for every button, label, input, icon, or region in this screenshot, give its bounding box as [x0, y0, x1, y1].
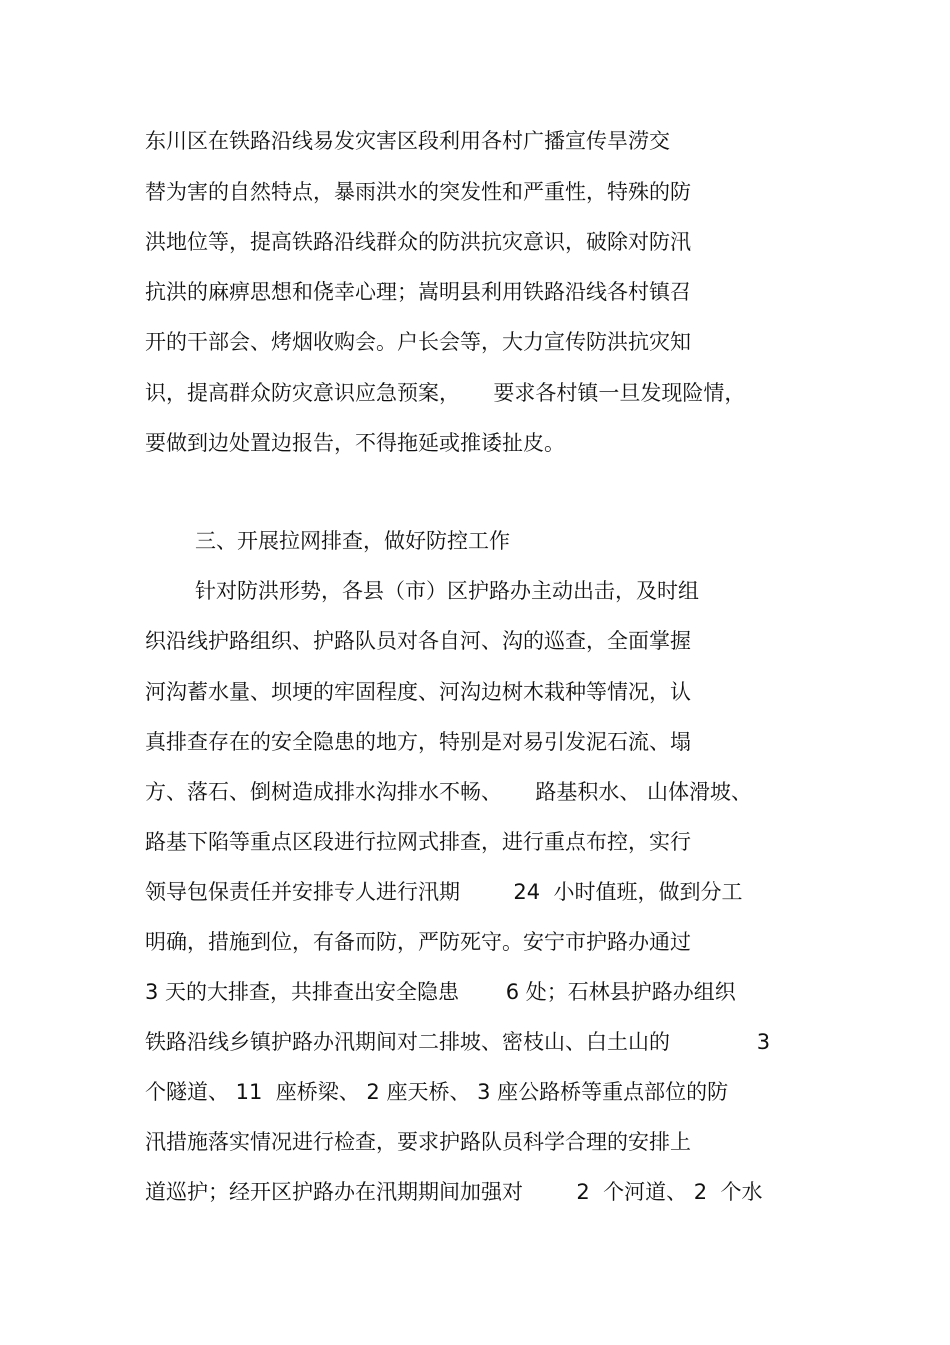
paragraph-line: 洪地位等，提高铁路沿线群众的防洪抗灾意识，破除对防汛 — [145, 230, 691, 254]
paragraph-line: 3 天的大排查，共排查出安全隐患 6 处；石林县护路办组织 — [145, 980, 736, 1004]
paragraph-line: 铁路沿线乡镇护路办汛期间对二排坡、密枝山、白土山的 3 — [145, 1030, 771, 1054]
paragraph-line: 开的干部会、烤烟收购会。户长会等，大力宣传防洪抗灾知 — [145, 330, 691, 354]
paragraph-line: 个隧道、 11 座桥梁、 2 座天桥、 3 座公路桥等重点部位的防 — [145, 1080, 729, 1104]
paragraph-line: 替为害的自然特点，暴雨洪水的突发性和严重性，特殊的防 — [145, 180, 691, 204]
paragraph-line: 汛措施落实情况进行检查，要求护路队员科学合理的安排上 — [145, 1130, 691, 1154]
paragraph-line: 识，提高群众防灾意识应急预案， 要求各村镇一旦发现险情， — [145, 381, 746, 405]
paragraph-line: 道巡护；经开区护路办在汛期期间加强对 2 个河道、 2 个水 — [145, 1180, 763, 1204]
paragraph-line: 东川区在铁路沿线易发灾害区段利用各村广播宣传旱涝交 — [145, 129, 670, 153]
paragraph-line: 织沿线护路组织、护路队员对各自河、沟的巡查，全面掌握 — [145, 629, 691, 653]
paragraph-line: 路基下陷等重点区段进行拉网式排查，进行重点布控，实行 — [145, 830, 691, 854]
paragraph-line: 明确，措施到位，有备而防，严防死守。安宁市护路办通过 — [145, 930, 691, 954]
paragraph-line: 真排查存在的安全隐患的地方，特别是对易引发泥石流、塌 — [145, 730, 691, 754]
paragraph-line: 河沟蓄水量、坝埂的牢固程度、河沟边树木栽种等情况，认 — [145, 680, 691, 704]
paragraph-line: 要做到边处置边报告，不得拖延或推诿扯皮。 — [145, 431, 565, 455]
paragraph-line: 领导包保责任并安排专人进行汛期 24 小时值班，做到分工 — [145, 880, 743, 904]
section-heading: 三、开展拉网排查，做好防控工作 — [195, 529, 510, 553]
paragraph-line: 针对防洪形势，各县（市）区护路办主动出击，及时组 — [195, 579, 699, 603]
paragraph-line: 抗洪的麻痹思想和侥幸心理；嵩明县利用铁路沿线各村镇召 — [145, 280, 691, 304]
paragraph-line: 方、落石、倒树造成排水沟排水不畅、 路基积水、 山体滑坡、 — [145, 780, 753, 804]
